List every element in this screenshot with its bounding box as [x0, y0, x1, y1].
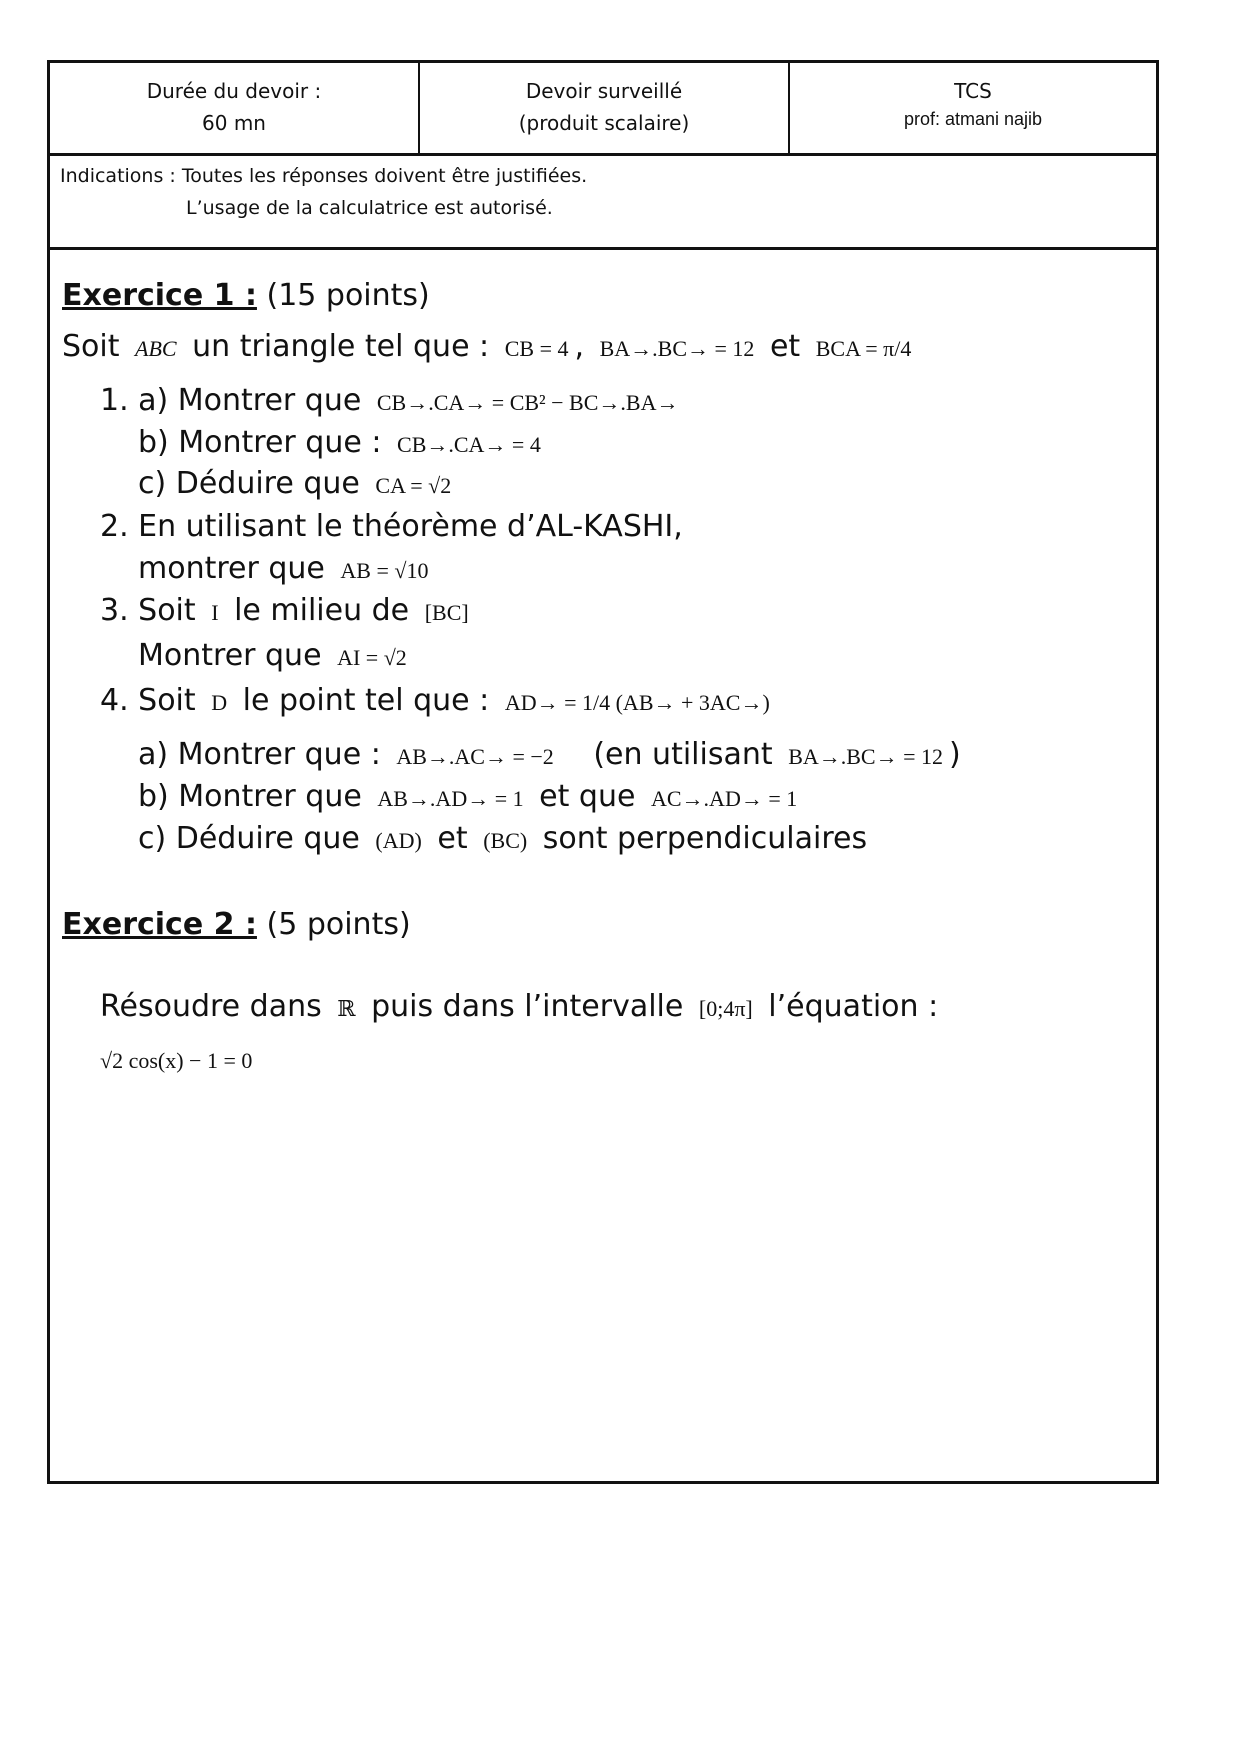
question-text: ) — [949, 737, 961, 772]
triangle-name: ABC — [135, 336, 177, 361]
exercise2-title: Exercice 2 : — [62, 907, 257, 942]
exercise1-intro — [62, 329, 917, 364]
question-text: (en utilisant — [593, 737, 773, 772]
exercise1-heading — [62, 278, 430, 313]
question-math: CB→.CA→ = 4 — [397, 432, 541, 457]
question-4b — [138, 779, 803, 814]
intro-text: et — [769, 329, 801, 364]
statement-text: l’équation : — [768, 989, 939, 1024]
indications — [50, 156, 1156, 250]
exam-title: Devoir surveillé — [525, 79, 683, 103]
question-math: AB→.AC→ = −2 — [396, 744, 554, 769]
indications-line1: Indications : Toutes les réponses doivent être justifiées. — [60, 165, 588, 187]
question-math: AI = √2 — [337, 645, 407, 670]
question-text: et que — [539, 779, 636, 814]
line-bc: (BC) — [483, 828, 528, 853]
exercise2-points: (5 points) — [266, 907, 411, 942]
question-math: CA = √2 — [375, 473, 452, 498]
math-angle-bca: BCA = π/4 — [815, 336, 912, 361]
intro-text: un triangle tel que : — [192, 329, 490, 364]
equation: √2 cos(x) − 1 = 0 — [100, 1048, 253, 1073]
question-math: AB = √10 — [340, 558, 429, 583]
intro-text: Soit — [62, 329, 120, 364]
question-math: AC→.AD→ = 1 — [651, 786, 798, 811]
question-text: 3. Soit — [100, 593, 196, 628]
question-math: AD→ = 1/4 (AB→ + 3AC→) — [504, 690, 770, 715]
question-1c — [138, 466, 457, 501]
statement-text: puis dans l’intervalle — [371, 989, 684, 1024]
question-text: a) Montrer que : — [138, 737, 381, 772]
question-text: b) Montrer que : — [138, 425, 382, 460]
exam-subtitle: (produit scalaire) — [518, 111, 690, 135]
exam-frame — [47, 60, 1159, 1484]
question-text: c) Déduire que — [138, 466, 360, 501]
question-text: Montrer que — [138, 638, 322, 673]
indications-line2: L’usage de la calculatrice est autorisé. — [186, 197, 553, 219]
question-text: 1. a) Montrer que — [100, 383, 362, 418]
question-2-line2 — [138, 551, 434, 586]
question-3-line1 — [100, 593, 475, 628]
question-4 — [100, 683, 776, 718]
question-text: le milieu de — [234, 593, 410, 628]
interval: [0;4π] — [698, 996, 753, 1021]
exercise2-statement — [100, 989, 938, 1024]
point-d: D — [211, 690, 228, 715]
question-math: CB→.CA→ = CB² − BC→.BA→ — [376, 390, 679, 415]
question-text: sont perpendiculaires — [542, 821, 868, 856]
question-text: 4. Soit — [100, 683, 196, 718]
math-cb: CB = 4 — [504, 336, 569, 361]
math-ba-bc: BA→.BC→ = 12 — [599, 336, 755, 361]
exercise1-title: Exercice 1 : — [62, 278, 257, 313]
header-table — [50, 63, 1156, 156]
exercise2-heading — [62, 907, 411, 942]
exercise2-equation — [100, 1041, 258, 1076]
class-cell — [790, 63, 1156, 153]
title-cell — [420, 63, 790, 153]
point-i: I — [211, 600, 219, 625]
question-math: AB→.AD→ = 1 — [377, 786, 524, 811]
question-1a — [100, 383, 684, 418]
question-2-line1 — [100, 509, 683, 544]
question-4a — [138, 737, 961, 772]
question-math: BA→.BC→ = 12 — [788, 744, 944, 769]
duration-value: 60 mn — [202, 111, 266, 135]
class-name: TCS — [954, 79, 992, 103]
real-numbers-symbol: ℝ — [337, 996, 356, 1021]
question-4c — [138, 821, 867, 856]
question-text: c) Déduire que — [138, 821, 360, 856]
prof-name: prof: atmani najib — [903, 109, 1043, 129]
separator: , — [574, 329, 585, 364]
question-text: montrer que — [138, 551, 325, 586]
question-text: le point tel que : — [242, 683, 490, 718]
question-text: b) Montrer que — [138, 779, 362, 814]
question-3-line2 — [138, 638, 413, 673]
duration-cell — [50, 63, 420, 153]
question-text: et — [437, 821, 468, 856]
exercise1-points: (15 points) — [266, 278, 430, 313]
line-ad: (AD) — [375, 828, 422, 853]
segment-bc: [BC] — [424, 600, 469, 625]
duration-label: Durée du devoir : — [146, 79, 322, 103]
question-text: 2. En utilisant le théorème d’AL-KASHI, — [100, 509, 683, 544]
question-1b — [138, 425, 547, 460]
statement-text: Résoudre dans — [100, 989, 322, 1024]
